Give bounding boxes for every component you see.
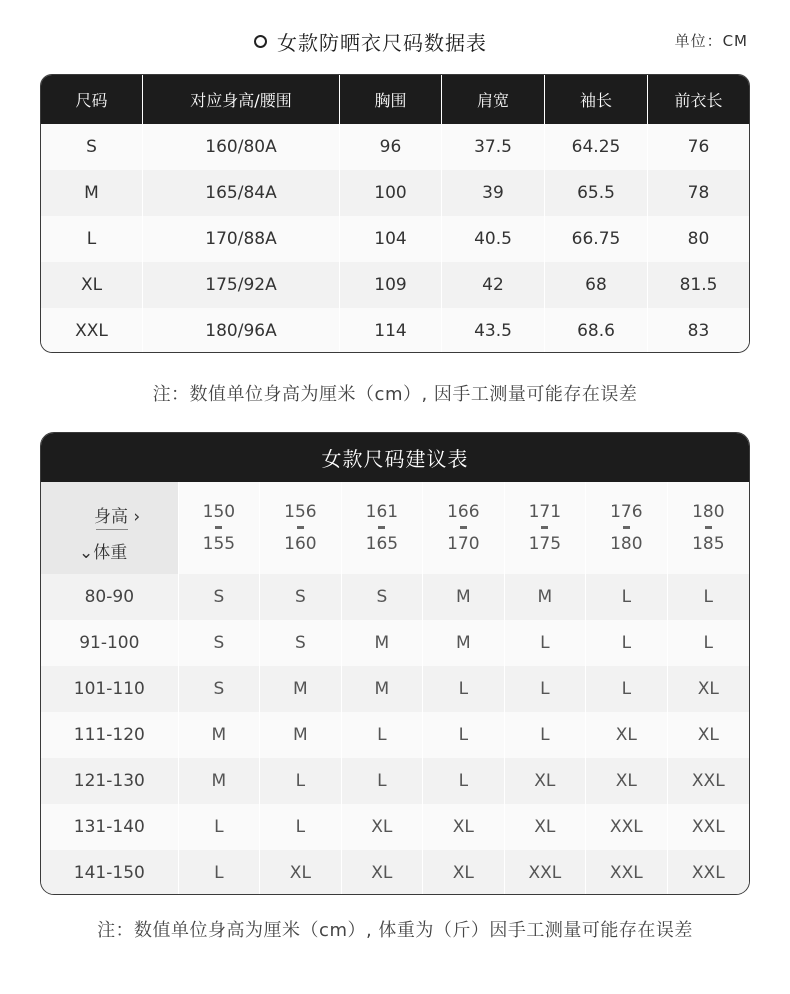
weight-range-cell: 111-120 <box>41 712 179 758</box>
recommend-table-body <box>41 574 749 895</box>
table-row <box>41 216 749 262</box>
cell-size: S <box>41 124 143 170</box>
cell-sleeve: 68.6 <box>545 308 648 353</box>
recommended-size-cell: XL <box>586 712 667 758</box>
page-title-text: 女款防晒衣尺码数据表 <box>277 30 487 55</box>
height-to: 170 <box>447 534 480 554</box>
size-data-table <box>40 74 750 353</box>
cell-shoulder: 42 <box>442 262 545 308</box>
cell-bust: 114 <box>340 308 442 353</box>
height-axis-label: 身高 › <box>94 507 141 527</box>
weight-range-cell: 91-100 <box>41 620 179 666</box>
height-header-row <box>41 482 749 574</box>
cell-shoulder: 37.5 <box>442 124 545 170</box>
cell-front-length: 80 <box>687 229 710 249</box>
height-from: 161 <box>365 502 399 522</box>
cell-front-length: 78 <box>687 183 710 203</box>
height-range-header <box>179 482 260 574</box>
header-sleeve: 袖长 <box>545 75 648 124</box>
recommended-size-cell: L <box>703 587 714 607</box>
height-from: 171 <box>528 502 562 522</box>
cell-shoulder: 40.5 <box>442 216 545 262</box>
size-recommend-table <box>40 432 750 895</box>
recommended-size-cell: L <box>586 574 667 620</box>
recommended-size-cell: S <box>342 574 423 620</box>
cell-sleeve: 68 <box>545 262 648 308</box>
corner-divider <box>96 529 128 530</box>
recommended-size-cell: L <box>179 850 260 895</box>
weight-range-cell: 121-130 <box>41 758 179 804</box>
recommended-size-cell: L <box>260 758 341 804</box>
recommended-size-cell: XL <box>260 850 341 895</box>
cell-height-waist: 180/96A <box>143 308 340 353</box>
height-from: 176 <box>610 502 643 522</box>
size-table-body <box>41 124 749 353</box>
cell-height-waist: 165/84A <box>143 170 340 216</box>
recommended-size-cell: M <box>179 758 260 804</box>
recommended-size-cell: M <box>179 712 260 758</box>
recommended-size-cell: L <box>586 620 667 666</box>
cell-front-length: 81.5 <box>679 275 718 295</box>
recommended-size-cell: L <box>505 666 586 712</box>
range-dash-icon <box>378 526 385 529</box>
recommended-size-cell: XL <box>505 804 586 850</box>
recommend-table-title: 女款尺码建议表 <box>41 433 749 482</box>
header-bust: 胸围 <box>340 75 442 124</box>
recommended-size-cell: L <box>423 758 504 804</box>
recommended-size-cell: L <box>179 804 260 850</box>
table-row <box>41 170 749 216</box>
range-dash-icon <box>297 526 304 529</box>
table-row <box>41 850 749 895</box>
recommended-size-cell: L <box>423 712 504 758</box>
recommended-size-cell: XL <box>505 758 586 804</box>
recommended-size-cell: L <box>505 620 586 666</box>
recommended-size-cell: L <box>342 712 423 758</box>
cell-bust: 100 <box>340 170 442 216</box>
recommended-size-cell: L <box>505 712 586 758</box>
recommended-size-cell: M <box>505 574 586 620</box>
header-shoulder: 肩宽 <box>442 75 545 124</box>
recommended-size-cell: XXL <box>505 850 586 895</box>
range-dash-icon <box>705 526 712 529</box>
height-to: 175 <box>528 534 562 554</box>
circle-bullet-icon <box>254 35 267 48</box>
title-row <box>0 26 790 56</box>
height-range-header <box>505 482 586 574</box>
cell-height-waist: 175/92A <box>143 262 340 308</box>
recommended-size-cell: XL <box>423 850 504 895</box>
cell-bust: 104 <box>340 216 442 262</box>
table-row <box>41 262 749 308</box>
recommended-size-cell: S <box>179 666 260 712</box>
height-from: 180 <box>692 502 725 522</box>
recommended-size-cell: XL <box>586 758 667 804</box>
cell-size: M <box>41 170 143 216</box>
cell-sleeve: 66.75 <box>545 216 648 262</box>
recommended-size-cell: M <box>342 666 423 712</box>
recommended-size-cell: XL <box>342 850 423 895</box>
height-from: 166 <box>447 502 480 522</box>
height-to: 155 <box>202 534 236 554</box>
table-row <box>41 758 749 804</box>
table-row <box>41 620 749 666</box>
weight-range-cell: 131-140 <box>41 804 179 850</box>
recommended-size-cell: XXL <box>691 863 725 883</box>
height-from: 150 <box>202 502 236 522</box>
height-to: 160 <box>284 534 317 554</box>
height-to: 165 <box>365 534 399 554</box>
cell-sleeve: 65.5 <box>545 170 648 216</box>
height-range-header <box>668 482 749 574</box>
recommended-size-cell: M <box>342 620 423 666</box>
cell-shoulder: 39 <box>442 170 545 216</box>
cell-front-length: 83 <box>687 321 710 341</box>
recommended-size-cell: L <box>703 633 714 653</box>
page-title <box>254 26 487 56</box>
table-row <box>41 574 749 620</box>
height-range-header <box>586 482 667 574</box>
height-to: 180 <box>610 534 643 554</box>
height-range-header <box>423 482 504 574</box>
recommended-size-cell: XXL <box>691 817 725 837</box>
recommended-size-cell: M <box>260 666 341 712</box>
weight-axis-label: ⌄体重 <box>79 543 128 563</box>
cell-height-waist: 160/80A <box>143 124 340 170</box>
cell-front-length: 76 <box>687 137 710 157</box>
cell-size: L <box>41 216 143 262</box>
table-row <box>41 804 749 850</box>
header-size: 尺码 <box>41 75 143 124</box>
corner-cell <box>41 482 179 574</box>
cell-size: XL <box>41 262 143 308</box>
recommended-size-cell: XL <box>697 679 719 699</box>
range-dash-icon <box>541 526 548 529</box>
recommended-size-cell: M <box>423 620 504 666</box>
height-range-header <box>342 482 423 574</box>
recommended-size-cell: XXL <box>691 771 725 791</box>
cell-height-waist: 170/88A <box>143 216 340 262</box>
table-row <box>41 712 749 758</box>
cell-sleeve: 64.25 <box>545 124 648 170</box>
cell-shoulder: 43.5 <box>442 308 545 353</box>
range-dash-icon <box>623 526 630 529</box>
recommended-size-cell: XL <box>342 804 423 850</box>
weight-range-cell: 101-110 <box>41 666 179 712</box>
recommend-table-note: 注：数值单位身高为厘米（cm）, 体重为（斤）因手工测量可能存在误差 <box>97 920 693 941</box>
recommended-size-cell: S <box>260 620 341 666</box>
cell-bust: 96 <box>340 124 442 170</box>
recommended-size-cell: L <box>260 804 341 850</box>
recommended-size-cell: M <box>423 574 504 620</box>
header-front-length: 前衣长 <box>674 91 723 110</box>
recommended-size-cell: S <box>260 574 341 620</box>
recommended-size-cell: XL <box>423 804 504 850</box>
recommended-size-cell: XXL <box>586 804 667 850</box>
recommended-size-cell: S <box>179 574 260 620</box>
weight-range-cell: 80-90 <box>41 574 179 620</box>
recommended-size-cell: XXL <box>586 850 667 895</box>
weight-range-cell: 141-150 <box>41 850 179 895</box>
recommended-size-cell: M <box>260 712 341 758</box>
height-from: 156 <box>284 502 317 522</box>
cell-size: XXL <box>41 308 143 353</box>
height-to: 185 <box>692 534 725 554</box>
recommended-size-cell: XL <box>697 725 719 745</box>
range-dash-icon <box>215 526 222 529</box>
recommended-size-cell: L <box>586 666 667 712</box>
table-row <box>41 308 749 353</box>
size-table-header <box>41 75 749 124</box>
range-dash-icon <box>460 526 467 529</box>
recommended-size-cell: L <box>423 666 504 712</box>
unit-label: 单位：CM <box>674 32 748 50</box>
recommended-size-cell: S <box>179 620 260 666</box>
table-row <box>41 666 749 712</box>
size-table-note: 注：数值单位身高为厘米（cm）, 因手工测量可能存在误差 <box>152 384 638 405</box>
header-height-waist: 对应身高/腰围 <box>143 75 340 124</box>
table-row <box>41 124 749 170</box>
height-range-header <box>260 482 341 574</box>
cell-bust: 109 <box>340 262 442 308</box>
recommended-size-cell: L <box>342 758 423 804</box>
